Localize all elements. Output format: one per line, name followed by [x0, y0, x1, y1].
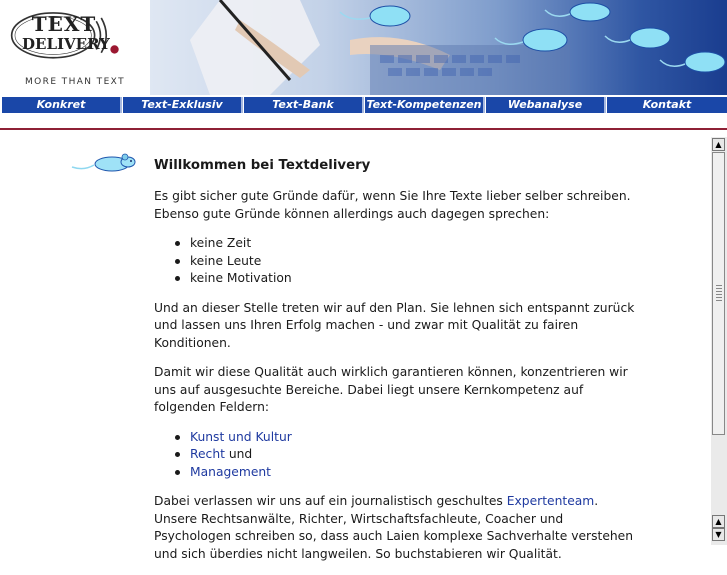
main-navigation: [0, 95, 727, 115]
fields-list: [154, 429, 644, 482]
header: [0, 0, 727, 95]
page-title: Willkommen bei Textdelivery: [154, 158, 371, 173]
list-item: keine Motivation: [190, 270, 644, 288]
list-item: [190, 464, 644, 482]
team-text-end: . Unsere Rechtsanwälte, Richter, Wirtschaftsfachleute, Coacher und Psychologen schreiben so, dass auch Laien komplexe Sachverhalte verstehen und sich überdies nicht langweilen. So buchstabieren wir Qualität.: [154, 494, 634, 561]
mouse-icon: [70, 153, 138, 177]
nav-item-kontakt[interactable]: Kontakt: [607, 97, 727, 113]
vertical-scrollbar[interactable]: [711, 137, 727, 545]
nav-item-konkret[interactable]: Konkret: [2, 97, 122, 113]
logo-line1: TEXT: [31, 12, 97, 36]
plan-paragraph: Und an dieser Stelle treten wir auf den Plan. Sie lehnen sich entspannt zurück und lassen uns Ihren Erfolg machen - und zwar mit Qualität zu fairen Konditionen.: [154, 300, 635, 350]
nav-item-text-exklusiv[interactable]: Text-Exklusiv: [123, 97, 243, 113]
header-divider: [0, 128, 727, 130]
link-management[interactable]: Management: [190, 464, 272, 479]
header-banner-image: [150, 0, 727, 95]
nav-item-text-bank[interactable]: Text-Bank: [244, 97, 364, 113]
intro-paragraph: Es gibt sicher gute Gründe dafür, wenn Sie Ihre Texte lieber selber schreiben. Ebenso gute Gründe können allerdings auch dagegen sprechen:: [154, 189, 631, 221]
scroll-up-icon[interactable]: ▲: [712, 138, 725, 151]
link-expertenteam[interactable]: Expertenteam: [506, 494, 595, 508]
link-kunst-und-kultur[interactable]: Kunst und Kultur: [190, 429, 292, 444]
nav-item-webanalyse[interactable]: Webanalyse: [486, 97, 606, 113]
list-item: keine Zeit: [190, 235, 644, 253]
article: [154, 157, 644, 575]
reasons-list: [154, 235, 644, 288]
list-item: [190, 446, 644, 464]
quality-paragraph: Damit wir diese Qualität auch wirklich garantieren können, konzentrieren wir uns auf ausgesuchte Bereiche. Dabei liegt unsere Kernkompetenz auf folgenden Feldern:: [154, 365, 628, 414]
list-item: [190, 429, 644, 447]
list-item: keine Leute: [190, 253, 644, 271]
nav-item-text-kompetenzen[interactable]: Text-Kompetenzen: [365, 97, 485, 113]
main-content: [0, 131, 711, 561]
logo[interactable]: [0, 0, 150, 95]
logo-line2: DELIVERY: [22, 35, 110, 53]
scrollbar-thumb[interactable]: [712, 152, 725, 435]
list-item-suffix: und: [224, 447, 253, 461]
team-paragraph: [154, 493, 644, 563]
team-text-start: Dabei verlassen wir uns auf ein journalistisch geschultes: [154, 494, 507, 508]
link-recht[interactable]: Recht: [190, 447, 225, 461]
logo-tagline: MORE THAN TEXT: [25, 77, 125, 87]
scroll-up-icon[interactable]: ▲: [712, 515, 725, 528]
scroll-down-icon[interactable]: ▼: [712, 528, 725, 541]
